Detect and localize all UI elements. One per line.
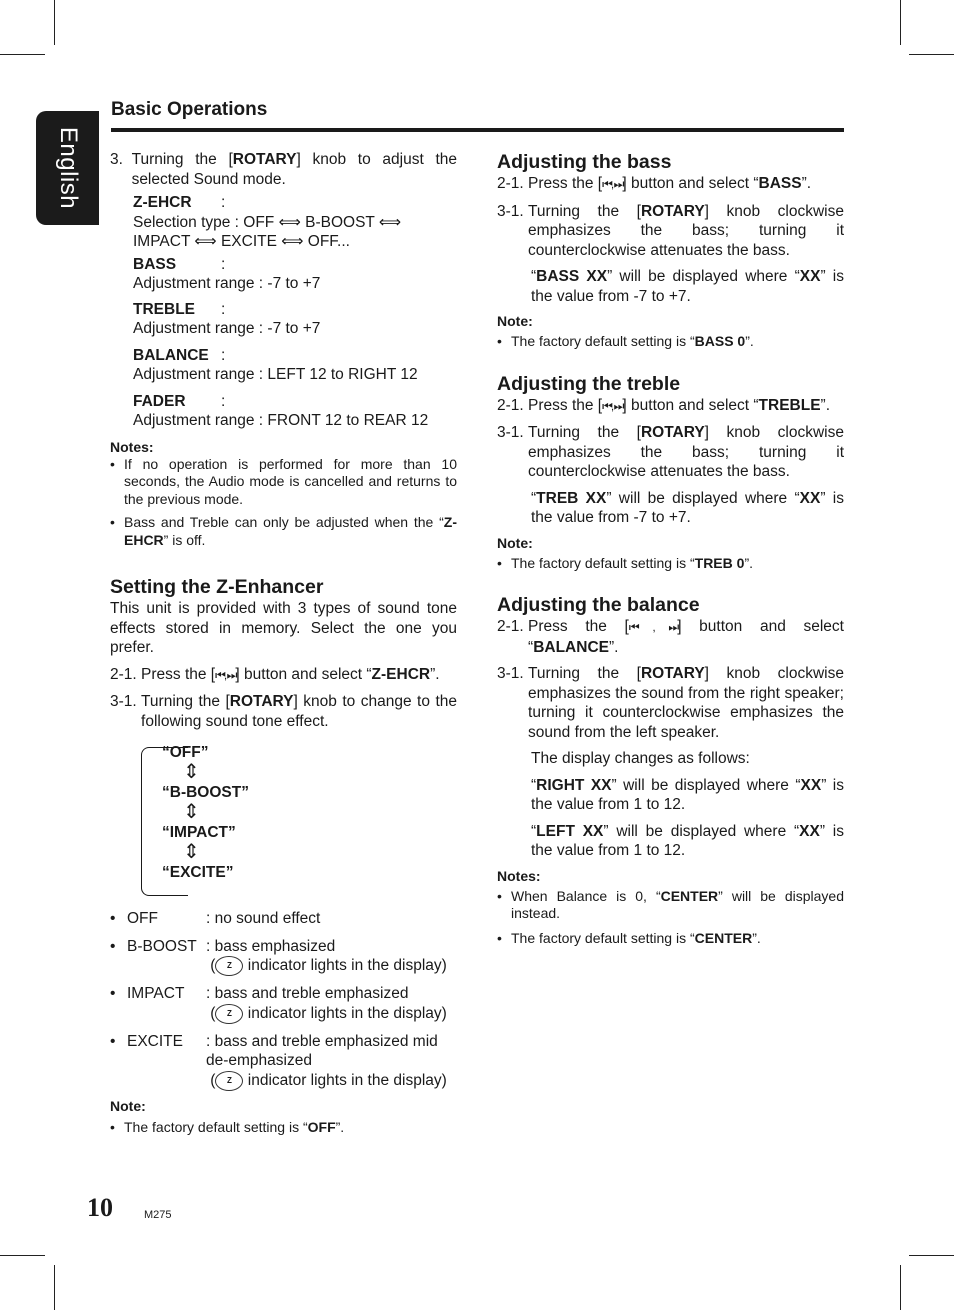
setting-range: Adjustment range : FRONT 12 to REAR 12 (133, 412, 429, 429)
setting-range: Adjustment range : -7 to +7 (133, 320, 321, 337)
effect-row: • B-BOOST : bass emphasized ( Z indicator lights in the display) (110, 937, 447, 975)
treble-display-text: “TREB XX” will be displayed where “XX” is the value from -7 to +7. (531, 489, 844, 526)
setting-treble: TREBLE : Adjustment range : -7 to +7 (110, 300, 457, 339)
crop-mark (54, 0, 55, 45)
cycle-item: “EXCITE” (162, 864, 234, 881)
balance-heading: Adjusting the balance (497, 594, 700, 616)
note-item: • The factory default setting is “CENTER”. (497, 929, 761, 946)
prev-next-button-icon: ⏮ , ⏭ (628, 620, 678, 634)
prev-next-button-icon: ⏮, ⏭ (602, 177, 623, 191)
crop-mark (0, 54, 45, 55)
prev-next-button-icon: ⏮, ⏭ (602, 398, 623, 413)
bass-heading: Adjusting the bass (497, 151, 672, 173)
step-text: Turning the [ROTARY] knob to adjust the selected Sound mode. (131, 151, 457, 188)
crop-mark (900, 1265, 901, 1310)
double-arrow-icon: ⇕ (183, 841, 200, 863)
setting-values: Selection type : OFF ⟺ B-BOOST ⟺ (133, 213, 402, 231)
note-heading: Note: (497, 313, 533, 329)
note-item: • Bass and Treble can only be adjusted when the “Z-EHCR” is off. (110, 514, 457, 548)
zenhancer-heading: Setting the Z-Enhancer (110, 576, 324, 598)
step-3 (110, 150, 457, 189)
effect-row: • OFF : no sound effect (110, 910, 321, 927)
z-enhancer-indicator-icon: Z (215, 956, 243, 976)
note-heading: Note: (497, 534, 533, 551)
balance-left-text: “LEFT XX” will be displayed where “XX” is the value from 1 to 12. (531, 822, 844, 859)
setting-fader: FADER : Adjustment range : FRONT 12 to REAR 12 (110, 392, 457, 431)
treble-section (497, 372, 844, 573)
balance-display-changes: The display changes as follows: (531, 750, 750, 767)
step-number: 3. (110, 151, 123, 168)
balance-step-3: 3-1. Turning the [ROTARY] knob clockwise emphasizes the sound from the right speaker; turning it counterclockwise emphasizes the sound from the left speaker. (497, 665, 844, 741)
setting-balance: BALANCE : Adjustment range : LEFT 12 to RIGHT 12 (110, 346, 457, 385)
setting-label: TREBLE (133, 300, 195, 318)
zenhancer-step-3: 3-1. Turning the [ROTARY] knob to change to the following sound tone effect. (110, 693, 457, 730)
setting-range: Adjustment range : -7 to +7 (133, 275, 321, 292)
zenhancer-intro: This unit is provided with 3 types of sound tone effects stored in memory. Select the one you prefer. (110, 600, 457, 656)
crop-mark (54, 1265, 55, 1310)
page-number: 10 (87, 1193, 113, 1222)
crop-mark (909, 1255, 954, 1256)
left-column (110, 150, 457, 1136)
note-item: • When Balance is 0, “CENTER” will be displayed instead. (497, 887, 844, 921)
setting-values: IMPACT ⟺ EXCITE ⟺ OFF... (133, 233, 350, 250)
crop-mark (0, 1255, 45, 1256)
prev-next-button-icon: ⏮, ⏭ (215, 667, 236, 682)
balance-section (497, 593, 844, 947)
crop-mark (909, 54, 954, 55)
crop-mark (900, 0, 901, 45)
note-heading: Note: (110, 1097, 146, 1114)
notes-heading: Notes: (110, 438, 154, 455)
right-column (497, 150, 844, 947)
treble-heading: Adjusting the treble (497, 372, 681, 395)
bass-step-3: 3-1. Turning the [ROTARY] knob clockwise emphasizes the bass; turning it counterclockwise attenuates the bass. (497, 202, 844, 259)
section-title: Basic Operations (111, 99, 268, 120)
note-item: • The factory default setting is “OFF”. (110, 1118, 345, 1135)
setting-zehcr: Z-EHCR : Selection type : OFF ⟺ B-BOOST ⟺ IMPACT ⟺ EXCITE ⟺ OFF... (110, 193, 457, 252)
bass-section (497, 150, 844, 351)
setting-label: FADER (133, 392, 186, 410)
bass-step-2: 2-1. Press the [⏮, ⏭] button and select “BASS”. (497, 175, 812, 192)
model-code: M275 (144, 1209, 172, 1221)
note-item: • If no operation is performed for more than 10 seconds, the Audio mode is cancelled and returns to the previous mode. (110, 455, 457, 507)
zenhancer-step-2: 2-1. Press the [⏮, ⏭] button and select “Z-EHCR”. (110, 665, 440, 683)
header-rule (111, 128, 844, 132)
setting-label: BALANCE (133, 346, 209, 364)
sound-effect-cycle (110, 741, 457, 901)
cycle-item: “IMPACT” (162, 824, 236, 841)
z-enhancer-indicator-icon: Z (215, 1071, 243, 1091)
z-enhancer-indicator-icon: Z (215, 1004, 243, 1024)
language-tab (36, 111, 99, 225)
setting-range: Adjustment range : LEFT 12 to RIGHT 12 (133, 366, 418, 383)
double-arrow-icon: ⇕ (183, 761, 200, 783)
effects-list (110, 909, 457, 1091)
setting-label: Z-EHCR (133, 194, 192, 211)
balance-step-2: 2-1. Press the [⏮ , ⏭] button and select “BALANCE”. (497, 618, 844, 656)
setting-label: BASS (133, 255, 177, 273)
double-arrow-icon: ⇕ (183, 801, 200, 823)
notes-heading: Notes: (497, 867, 541, 884)
note-item: • The factory default setting is “BASS 0”. (497, 333, 754, 349)
treble-step-2: 2-1. Press the [⏮, ⏭] button and select “TREBLE”. (497, 396, 831, 414)
cycle-item: “B-BOOST” (162, 784, 249, 801)
balance-right-text: “RIGHT XX” will be displayed where “XX” is the value from 1 to 12. (531, 776, 844, 813)
bass-display-text: “BASS XX” will be displayed where “XX” is the value from -7 to +7. (531, 268, 844, 305)
effect-row: • EXCITE : bass and treble emphasized mid de-emphasized ( Z indicator lights in the display) (110, 1032, 447, 1089)
treble-step-3: 3-1. Turning the [ROTARY] knob clockwise emphasizes the bass; turning it counterclockwise attenuates the bass. (497, 424, 844, 480)
setting-bass: BASS : Adjustment range : -7 to +7 (110, 255, 457, 294)
language-tab-label: English (54, 126, 82, 210)
cycle-item: “OFF” (162, 744, 209, 761)
note-item: • The factory default setting is “TREB 0”. (497, 554, 753, 571)
effect-row: • IMPACT : bass and treble emphasized ( Z indicator lights in the display) (110, 985, 447, 1022)
